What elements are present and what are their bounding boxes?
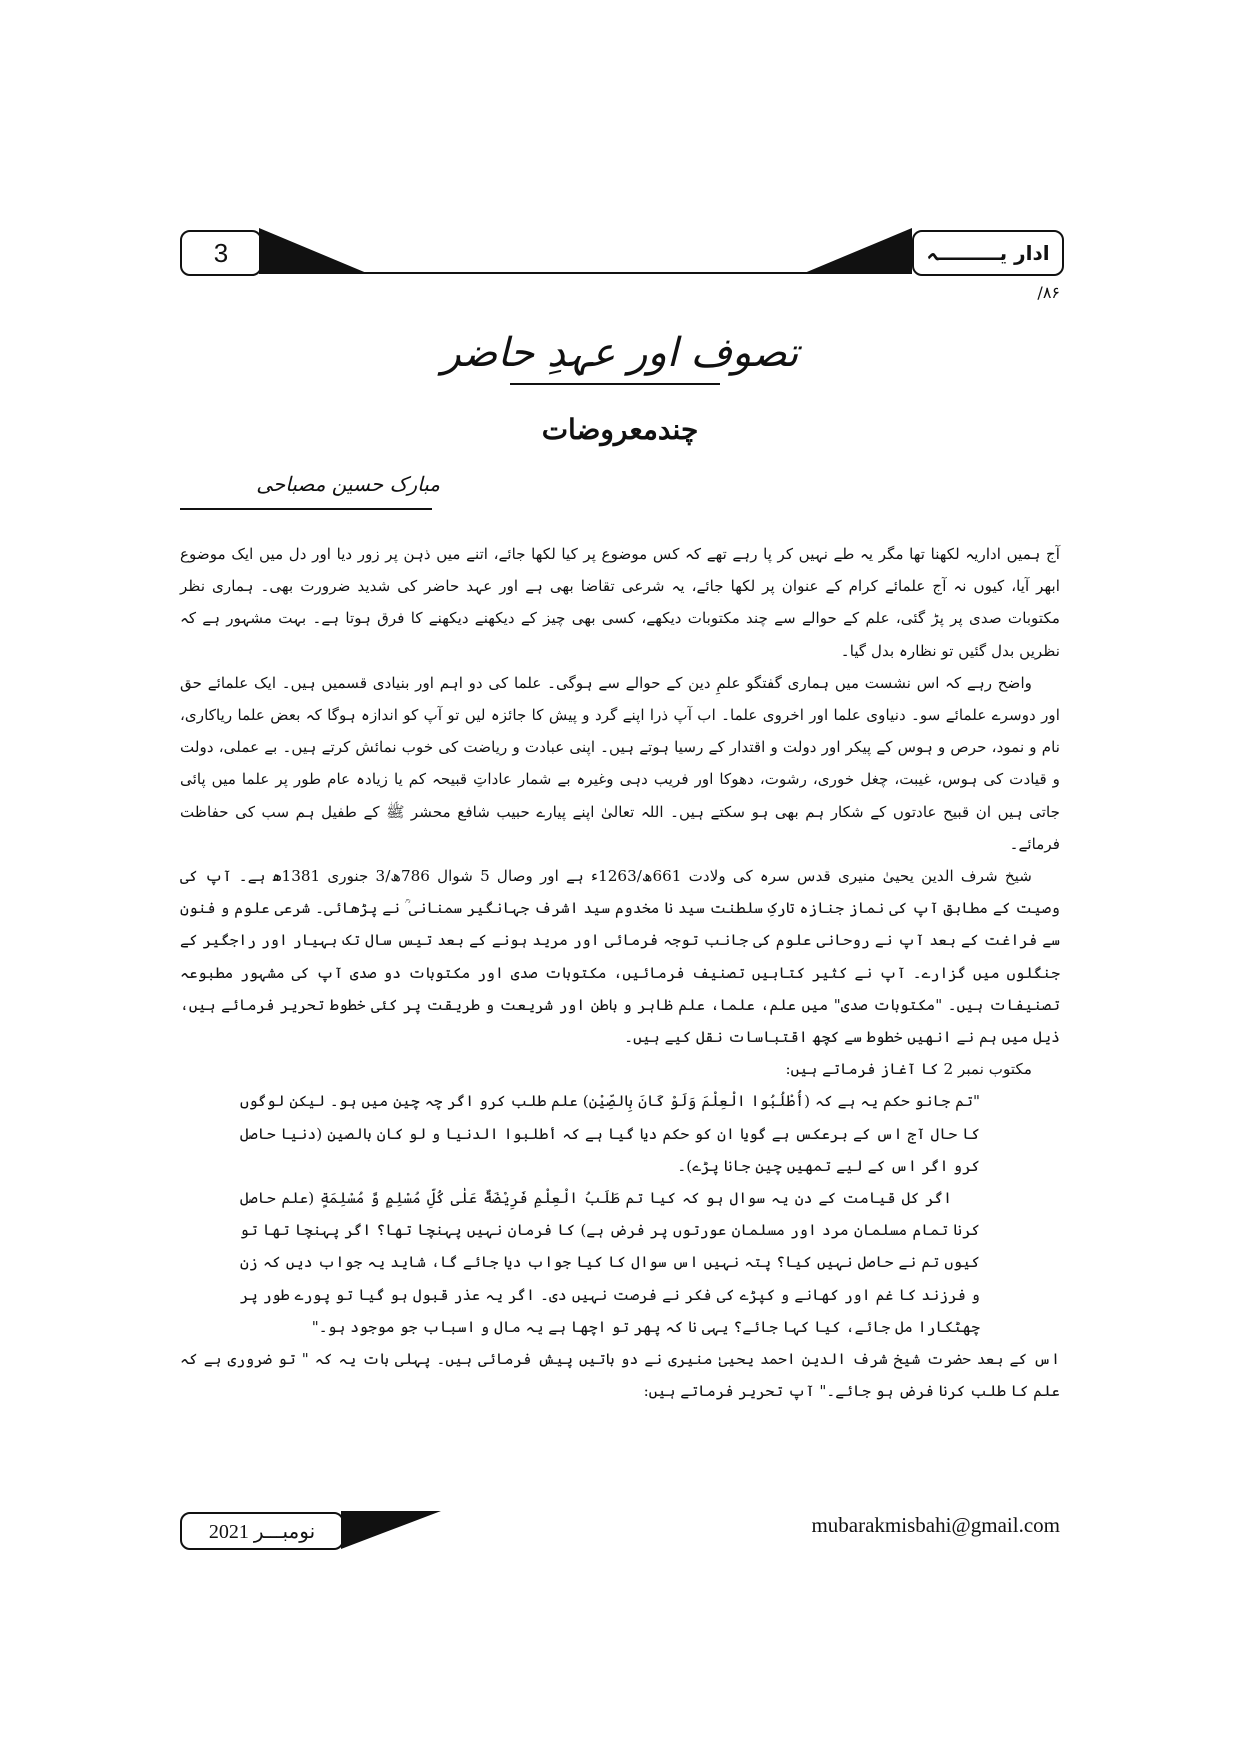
header-wedge-left [259, 228, 369, 274]
article-body [180, 538, 1060, 1407]
author-underline [180, 508, 432, 510]
paragraph: مکتوب نمبر 2 کا آغاز فرماتے ہیں: [785, 1060, 1032, 1079]
section-label: ادار یـــــــــہ [926, 241, 1050, 265]
page-number-box [180, 230, 262, 276]
article-title: تصوف اور عہدِ حاضر [441, 330, 799, 376]
issue-number: ۸۶/ [1037, 283, 1060, 302]
paragraph: واضح رہے کہ اس نشست میں ہماری گفتگو علمِ دین کے حوالے سے ہوگی۔ علما کی دو اہم اور بنیادی قسمیں ہیں۔ ایک علمائے حق اور دوسرے علمائے سو۔ دنیاوی علما اور اخروی علما۔ اب آپ ذرا اپنے گرد و پیش کا جائزہ لیں تو آپ کو اندازہ ہوگا کہ بعض علما ریاکاری، نام و نمود، حرص و ہوس کے پیکر اور دولت و اقتدار کے رسیا ہوتے ہیں۔ اپنی عبادت و ریاضت کی خوب نمائش کرتے ہیں۔ بے عملی، دولت و قیادت کی ہوس، غیبت، چغل خوری، رشوت، دھوکا اور فریب دہی وغیرہ بے شمار عاداتِ قبیحہ کم یا زیادہ عام طور پر علما میں پائی جاتی ہیں ان قبیح عادتوں کے شکار ہم بھی ہو سکتے ہیں۔ اللہ تعالیٰ اپنے پیارے حبیب شافع محشر ﷺ کے طفیل ہم سب کی حفاظت فرمائے۔ [180, 673, 1060, 853]
page-number: 3 [213, 237, 229, 268]
issue-date-box [180, 1512, 344, 1550]
title-underline [510, 383, 720, 385]
footer-wedge [341, 1511, 441, 1549]
section-label-box [912, 230, 1064, 276]
header-wedge-right [802, 228, 912, 274]
block-quote: اگر کل قیامت کے دن یہ سوال ہو کہ کیا تم طَلَبُ الْعِلْمِ فَرِيْضَةٌ عَلٰى كُلِّ مُسْلِمٍ وَّ مُسْلِمَةٍ (علم حاصل کرنا تمام مسلمان مرد اور مسلمان عورتوں پر فرض ہے) کا فرمان نہیں پہنچا تھا؟ اگر پہنچا تھا تو کیوں تم نے حاصل نہیں کیا؟ پتہ نہیں اس سوال کا کیا جواب دیا جائے گا، شاید یہ جواب دیں کہ زن و فرزند کا غم اور کھانے و کپڑے کی فکر نے فرصت نہیں دی۔ اگر یہ عذر قبول ہو گیا تو پورے طور پر چھٹکارا مل جائے، کیا کہا جائے؟ یہی نا کہ پھر تو اچھا ہے یہ مال و اسباب جو موجود ہو۔" [240, 1189, 980, 1336]
author-email: mubarakmisbahi@gmail.com [811, 1513, 1060, 1537]
paragraph: شیخ شرف الدین یحییٰ منیری قدس سرہ کی ولادت 661ھ/1263ء ہے اور وصال 5 شوال 786ھ/3 جنوری 1381ھ ہے۔ آپ کی وصیت کے مطابق آپ کی نماز جنازہ تارکِ سلطنت سید نا مخدوم سید اشرف جہانگیر سمنانی ؒ نے پڑھائی۔ شرعی علوم و فنون سے فراغت کے بعد آپ نے روحانی علوم کی جانب توجہ فرمائی اور مرید ہونے کے بعد تیس سال تک بہیار اور راجگیر کے جنگلوں میں گزارے۔ آپ نے کثیر کتابیں تصنیف فرمائیں، مکتوبات صدی اور مکتوبات دو صدی آپ کی مشہور مطبوعہ تصنیفات ہیں۔ "مکتوبات صدی" میں علم، علما، علم ظاہر و باطن اور شریعت و طریقت پر کئی خطوط تحریر فرمائے ہیں، ذیل میں ہم نے انھیں خطوط سے کچھ اقتباسات نقل کیے ہیں۔ [180, 867, 1061, 1047]
author-name: مبارک حسین مصباحی [256, 472, 440, 496]
paragraph: اس کے بعد حضرت شیخ شرف الدین احمد یحییٰ منیری نے دو باتیں پیش فرمائی ہیں۔ پہلی بات یہ کہ " تو ضروری ہے کہ علم کا طلب کرنا فرض ہو جائے۔" آپ تحریر فرماتے ہیں: [180, 1350, 1060, 1401]
block-quote: "تم جانو حکم یہ ہے کہ (أُطْلُبُوا الْعِلْمَ وَلَوْ كَانَ بِالصِّيْنِ) علم طلب کرو اگر چہ چین میں ہو۔ لیکن لوگوں کا حال آج اس کے برعکس ہے گویا ان کو حکم دیا گیا ہے کہ أطلبوا الدنيا و لو كان بالصين (دنیا حاصل کرو اگر اس کے لیے تمھیں چین جانا پڑے)۔ [240, 1092, 980, 1175]
issue-date: نومبـــر 2021 [208, 1520, 316, 1543]
article-subtitle: چندمعروضات [541, 413, 699, 446]
paragraph: آج ہمیں اداریہ لکھنا تھا مگر یہ طے نہیں کر پا رہے تھے کہ کس موضوع پر کیا لکھا جائے، اتنے میں ذہن پر زور دیا اور دل میں ایک موضوع ابھر آیا، کیوں نہ آج علمائے کرام کے عنوان پر لکھا جائے، یہ شرعی تقاضا بھی ہے اور عہد حاضر کی شدید ضرورت بھی۔ ہماری نظر مکتوبات صدی پر پڑ گئی، علم کے حوالے سے چند مکتوبات دیکھے، کسی بھی چیز کے دیکھنے دیکھنے کا فرق ہوتا ہے۔ بہت مشہور ہے کہ نظریں بدل گئیں تو نظارہ بدل گیا۔ [180, 545, 1060, 660]
